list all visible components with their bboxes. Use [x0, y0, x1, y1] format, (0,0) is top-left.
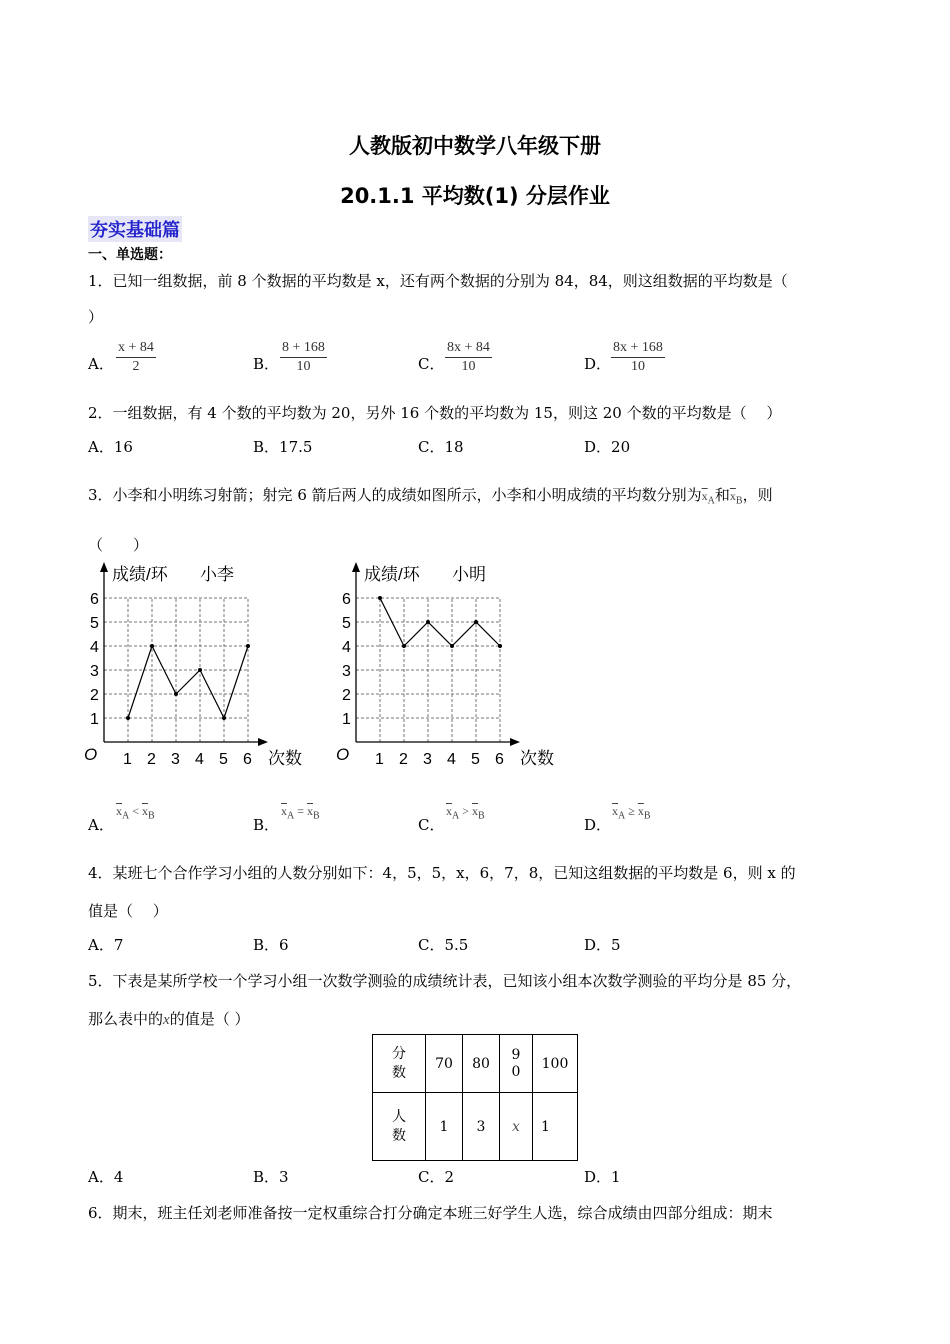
q2-text: 2．一组数据，有 4 个数的平均数为 20，另外 16 个数的平均数为 15，则这 20 个数的平均数是（ ）: [88, 404, 782, 422]
xiaoli-x-tick-2: 2: [147, 751, 156, 768]
q1-option-b-numerator: 8 + 168: [280, 340, 327, 358]
q2-option-b-letter: B．: [253, 438, 280, 456]
xiaoming-x-tick-3: 3: [423, 751, 432, 768]
q4-option-c-value: 5.5: [444, 936, 469, 954]
xiaoming-origin-label: O: [336, 745, 350, 764]
table-cell-label: [373, 1093, 426, 1161]
q2-option-c: [418, 436, 464, 457]
xiaoming-y-title: 成绩/环: [364, 565, 420, 584]
page-subtitle: 20.1.1 平均数(1) 分层作业: [340, 184, 610, 208]
q1-option-a-letter: A．: [88, 355, 114, 373]
q3-option-b-xa-sub: A: [287, 810, 295, 822]
table-cell: 1: [426, 1093, 463, 1161]
q4-option-b-value: 6: [279, 936, 289, 954]
xiaoli-y-title: 成绩/环: [112, 565, 168, 584]
xiaoming-point-4: [450, 644, 454, 648]
q3-text: [88, 484, 773, 506]
xiaoli-y-tick-5: 5: [90, 615, 99, 632]
row1-label-b: 数: [392, 1064, 406, 1081]
xiaoming-x-tick-2: 2: [399, 751, 408, 768]
q2-option-b-value: 17.5: [279, 438, 313, 456]
q5-text-line2: [88, 1008, 249, 1029]
q1-option-c-numerator: 8x + 84: [445, 340, 492, 358]
xiaoli-point-3: [174, 692, 178, 696]
q2-option-c-letter: C．: [418, 438, 445, 456]
table-cell: [500, 1035, 533, 1093]
q3-option-b-letter: B．: [253, 816, 280, 834]
xiaoli-y-axis-arrow: [100, 562, 108, 572]
row2-label-b: 数: [392, 1127, 406, 1144]
xiaoming-x-tick-4: 4: [447, 751, 456, 768]
q1-option-a-denominator: 2: [132, 359, 140, 374]
q4-option-b-letter: B．: [253, 936, 280, 954]
q5-option-d: [584, 1166, 621, 1187]
q3-option-a-expr: [116, 804, 155, 821]
q3-xb-sub: B: [735, 495, 743, 507]
q5-text-line2b: 的值是（ ）: [169, 1010, 250, 1028]
q5-option-a: [88, 1166, 123, 1187]
q3-option-c-xb: $\overline{x}$: [472, 804, 479, 818]
q4-option-c-letter: C．: [418, 936, 445, 954]
xiaoming-chart-title: 小明: [452, 565, 486, 584]
q1-option-c-letter: C．: [418, 355, 445, 373]
q5-option-c-letter: C．: [418, 1168, 445, 1186]
xiaoming-point-6: [498, 644, 502, 648]
q3-option-a-xb-sub: B: [148, 810, 155, 822]
xiaoli-y-tick-1: 1: [90, 711, 99, 728]
q3-option-c-xa-sub: A: [452, 810, 460, 822]
xiaoli-y-tick-3: 3: [90, 663, 99, 680]
cell-90-part1: 9: [511, 1046, 521, 1063]
q4-option-d-value: 5: [611, 936, 621, 954]
table-cell: 3: [463, 1093, 500, 1161]
q3-xa-sub: A: [707, 495, 715, 507]
q3-option-c-rel: >: [462, 804, 470, 818]
xiaoming-x-title: 次数: [520, 749, 554, 768]
xiaoming-point-2: [402, 644, 406, 648]
q1-option-d-numerator: 8x + 168: [611, 340, 665, 358]
q3-option-d-xb: $\overline{x}$: [637, 804, 644, 818]
xiaoli-chart-title: 小李: [200, 565, 234, 584]
q2-option-b: [253, 436, 312, 457]
xiaoli-x-tick-1: 1: [123, 751, 132, 768]
q5-option-b: [253, 1166, 289, 1187]
xiaoming-x-tick-1: 1: [375, 751, 384, 768]
q2-option-d: [584, 436, 630, 457]
q1-option-b-fraction: [280, 340, 327, 375]
table-cell: x: [500, 1093, 533, 1161]
q3-option-c-letter: C．: [418, 816, 445, 834]
q3-xa-var: $\overline{x}$: [701, 489, 708, 503]
table-row: [373, 1035, 578, 1093]
q2-option-a-value: 16: [113, 438, 133, 456]
q5-option-d-letter: D．: [584, 1168, 612, 1186]
q2-option-d-value: 20: [611, 438, 631, 456]
q1-option-a-numerator: x + 84: [116, 340, 156, 358]
question-type: 一、单选题：: [88, 247, 172, 263]
xiaoming-point-1: [378, 596, 382, 600]
xiaoli-point-5: [222, 716, 226, 720]
q5-option-d-value: 1: [611, 1168, 621, 1186]
xiaoli-y-tick-2: 2: [90, 687, 99, 704]
xiaoli-series-line: [128, 646, 248, 718]
q3-option-c-xb-sub: B: [478, 810, 485, 822]
q5-option-b-letter: B．: [253, 1168, 280, 1186]
q4-option-a-letter: A．: [88, 936, 114, 954]
q2-option-c-value: 18: [444, 438, 464, 456]
xiaoming-y-tick-2: 2: [342, 687, 351, 704]
q3-option-a-xb: $\overline{x}$: [142, 804, 149, 818]
row1-label-a: 分: [392, 1046, 406, 1063]
xiaoli-x-tick-4: 4: [195, 751, 204, 768]
q5-option-a-letter: A．: [88, 1168, 114, 1186]
q3-xb: [729, 489, 743, 507]
q4-option-c: [418, 934, 468, 955]
q4-option-a-value: 7: [113, 936, 124, 954]
xiaoli-x-tick-3: 3: [171, 751, 180, 768]
q5-option-a-value: 4: [113, 1168, 124, 1186]
q4-option-d-letter: D．: [584, 936, 612, 954]
q2-option-a: [88, 436, 133, 457]
q6-text: 6．期末，班主任刘老师准备按一定权重综合打分确定本班三好学生人选，综合成绩由四部分组成：期末: [88, 1204, 773, 1222]
q3-blank: （ ）: [88, 536, 149, 554]
xiaoming-x-tick-6: 6: [495, 751, 504, 768]
q1-option-d-denominator: 10: [630, 359, 645, 374]
table-cell: 70: [426, 1035, 463, 1093]
q1-text-line1: 1．已知一组数据，前 8 个数据的平均数是 x，还有两个数据的分别为 84，84，则这组数据的平均数是（: [88, 272, 788, 290]
q3-option-a-letter: A．: [88, 816, 114, 834]
q3-option-a-rel: <: [132, 804, 140, 818]
q1-text-line2: ）: [88, 308, 104, 326]
q3-option-b-xb: $\overline{x}$: [307, 804, 314, 818]
q3-option-b-xa: $\overline{x}$: [281, 804, 287, 818]
xiaoming-y-axis-arrow: [352, 562, 360, 572]
q4-text-line1: 4．某班七个合作学习小组的人数分别如下：4，5，5，x，6，7，8，已知这组数据的平均数是 6，则 x 的: [88, 864, 796, 882]
table-cell: 80: [463, 1035, 500, 1093]
q4-option-a: [88, 934, 123, 955]
section-label: 夯实基础篇: [88, 216, 182, 242]
score-table: [372, 1034, 578, 1161]
xiaoli-y-tick-6: 6: [90, 591, 99, 608]
q3-option-b-expr: [281, 804, 320, 821]
q1-option-b-letter: B．: [253, 355, 280, 373]
q4-text-line2: 值是（ ）: [88, 902, 168, 920]
xiaoli-point-2: [150, 644, 154, 648]
xiaoli-origin-label: O: [84, 745, 98, 764]
xiaoming-y-tick-3: 3: [342, 663, 351, 680]
q5-text-line2a: 那么表中的: [88, 1010, 164, 1028]
xiaoming-x-tick-5: 5: [471, 751, 480, 768]
table-row: [373, 1093, 578, 1161]
q3-option-a-xa-sub: A: [122, 810, 130, 822]
q3-option-c-expr: [446, 804, 485, 821]
table-cell-label: [373, 1035, 426, 1093]
q2-option-a-letter: A．: [88, 438, 114, 456]
xiaoli-y-tick-4: 4: [90, 639, 99, 656]
q3-option-b-rel: =: [297, 804, 305, 818]
q1-option-d-fraction: [611, 340, 665, 375]
table-cell: 1: [533, 1093, 578, 1161]
q3-option-a-xa: $\overline{x}$: [116, 804, 122, 818]
xiaoli-x-axis-arrow: [258, 738, 268, 746]
xiaoli-point-6: [246, 644, 250, 648]
q1-option-c-fraction: [445, 340, 492, 375]
chart-xiaoming: [328, 558, 564, 772]
q3-option-d-letter: D．: [584, 816, 612, 834]
q3-option-d-xa-sub: A: [618, 810, 626, 822]
page-title: 人教版初中数学八年级下册: [349, 134, 601, 158]
chart-xiaoli: [76, 558, 312, 772]
xiaoming-y-tick-4: 4: [342, 639, 351, 656]
q3-text-a: 3．小李和小明练习射箭；射完 6 箭后两人的成绩如图所示，小李和小明成绩的平均数分别为: [88, 486, 702, 504]
q3-option-d-xa: $\overline{x}$: [612, 804, 618, 818]
xiaoming-y-tick-5: 5: [342, 615, 351, 632]
q3-xb-var: $\overline{x}$: [729, 489, 736, 503]
xiaoli-point-1: [126, 716, 130, 720]
q3-option-b-xb-sub: B: [313, 810, 320, 822]
xiaoli-x-tick-5: 5: [219, 751, 228, 768]
q1-option-a-fraction: [116, 340, 156, 375]
q3-text-b: ，则: [742, 486, 773, 504]
xiaoming-y-tick-6: 6: [342, 591, 351, 608]
q3-xa: [701, 489, 715, 507]
xiaoming-point-3: [426, 620, 430, 624]
q5-text-line1: 5．下表是某所学校一个学习小组一次数学测验的成绩统计表，已知该小组本次数学测验的平均分是 85 分，: [88, 972, 802, 990]
row2-label-a: 人: [392, 1109, 406, 1126]
q4-option-b: [253, 934, 289, 955]
q5-option-c-value: 2: [444, 1168, 455, 1186]
q3-option-d-expr: [612, 804, 651, 821]
q1-option-c-denominator: 10: [461, 359, 476, 374]
q1-option-d-letter: D．: [584, 355, 612, 373]
xiaoming-point-5: [474, 620, 478, 624]
xiaoming-x-axis-arrow: [510, 738, 520, 746]
xiaoli-x-title: 次数: [268, 749, 302, 768]
cell-90-part2: 0: [511, 1063, 521, 1080]
q5-text-var: x: [163, 1012, 170, 1028]
q5-option-c: [418, 1166, 454, 1187]
xiaoli-point-4: [198, 668, 202, 672]
q3-option-c-xa: $\overline{x}$: [446, 804, 452, 818]
q3-option-d-xb-sub: B: [643, 810, 651, 822]
q5-option-b-value: 3: [279, 1168, 289, 1186]
q3-option-d-rel: ≥: [628, 804, 635, 818]
q4-option-d: [584, 934, 621, 955]
table-cell: 100: [533, 1035, 578, 1093]
q1-option-b-denominator: 10: [296, 359, 311, 374]
q2-option-d-letter: D．: [584, 438, 612, 456]
xiaoli-x-tick-6: 6: [243, 751, 252, 768]
xiaoming-y-tick-1: 1: [342, 711, 351, 728]
q3-and: 和: [714, 486, 730, 504]
